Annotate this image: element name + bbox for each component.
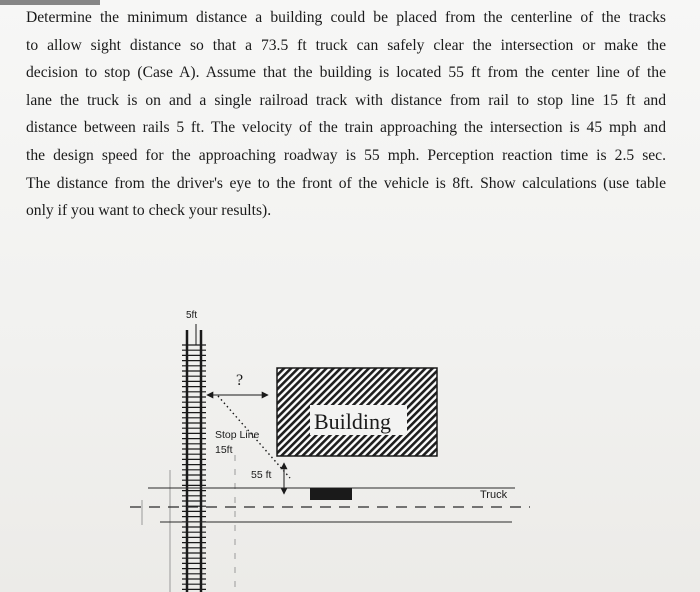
problem-line: only if you want to check your results). [26, 202, 272, 220]
stop-line-distance-label: 15ft [215, 444, 233, 456]
problem-line: to allow sight distance so that a 73.5 ft truck can safely clear the intersection or make the [26, 36, 666, 54]
railroad-track [182, 330, 206, 592]
truck-label: Truck [480, 489, 508, 501]
problem-line: decision to stop (Case A). Assume that the building is located 55 ft from the center line of the [26, 64, 666, 82]
building-offset-label: 55 ft [251, 469, 272, 481]
problem-line: distance between rails 5 ft. The velocity of the train approaching the intersection is 45 mph and [26, 119, 666, 137]
problem-line: the design speed for the approaching roadway is 55 mph. Perception reaction time is 2.5 sec. [26, 146, 666, 164]
railroad-ties [182, 345, 206, 589]
stop-line-label: Stop Line [215, 429, 260, 441]
problem-line: The distance from the driver's eye to the front of the vehicle is 8ft. Show calculations (use table [26, 174, 666, 192]
unknown-distance-label: ? [236, 372, 244, 389]
rail-gap-label: 5ft [186, 310, 198, 321]
truck [310, 488, 352, 500]
building-label: Building [314, 409, 392, 434]
problem-line: lane the truck is on and a single railroad track with distance from rail to stop line 15 ft and [26, 91, 666, 109]
problem-line: Determine the minimum distance a building could be placed from the centerline of the tracks [26, 9, 666, 26]
